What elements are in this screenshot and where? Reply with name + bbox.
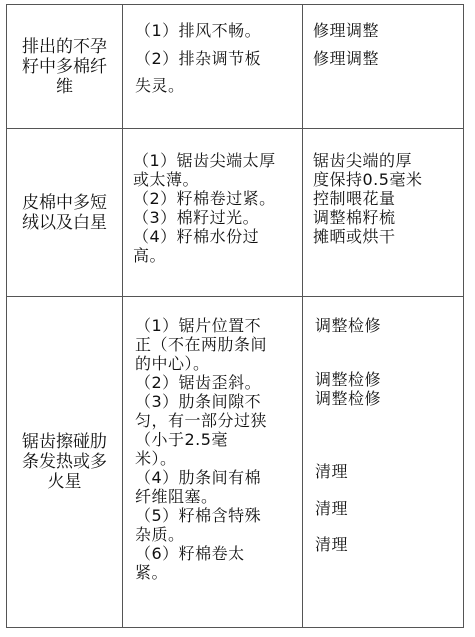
cause-line: （4）肋条间有棉 bbox=[135, 468, 262, 487]
remedy-line: 锯齿尖端的厚 bbox=[313, 151, 413, 170]
table-row bbox=[7, 129, 463, 297]
cause-line: （4）籽棉水份过 bbox=[133, 227, 260, 246]
remedy-cell bbox=[303, 5, 463, 128]
cause-line: 杂质。 bbox=[135, 525, 185, 544]
cause-line: 失灵。 bbox=[135, 76, 185, 95]
table-row bbox=[7, 5, 463, 129]
fault-label: 锯齿擦碰肋条发热或多火星 bbox=[22, 432, 107, 492]
remedy-line: 调整棉籽梳 bbox=[313, 208, 396, 227]
fault-label: 排出的不孕籽中多棉纤维 bbox=[22, 36, 107, 97]
cause-line: 米）。 bbox=[135, 449, 177, 468]
fault-cell bbox=[7, 5, 123, 128]
cause-line: （2）籽棉卷过紧。 bbox=[133, 189, 276, 208]
remedy-line: 清理 bbox=[315, 499, 349, 518]
cause-line: （小于2.5毫 bbox=[135, 430, 228, 449]
cause-line: 匀，有一部分过狭 bbox=[135, 411, 268, 430]
remedy-line: 调整检修 bbox=[315, 316, 382, 335]
remedy-line: 控制喂花量 bbox=[313, 189, 396, 208]
cause-line: 紧。 bbox=[135, 563, 169, 582]
remedy-line: 度保持0.5毫米 bbox=[313, 170, 423, 189]
cause-line: （1）排风不畅。 bbox=[135, 21, 262, 40]
remedy-line: 清理 bbox=[315, 535, 349, 554]
table-row bbox=[7, 297, 463, 627]
remedy-line: 调整检修 bbox=[315, 389, 382, 408]
remedy-cell bbox=[303, 129, 463, 296]
cause-line: （1）锯片位置不 bbox=[135, 316, 262, 335]
remedy-line: 修理调整 bbox=[313, 49, 380, 68]
remedy-line: 摊晒或烘干 bbox=[313, 227, 396, 246]
cause-cell bbox=[123, 5, 303, 128]
remedy-line: 修理调整 bbox=[313, 21, 380, 40]
fault-label: 皮棉中多短绒以及白星 bbox=[22, 192, 107, 233]
cause-line: （3）棉籽过光。 bbox=[133, 208, 260, 227]
cause-line: （5）籽棉含特殊 bbox=[135, 506, 262, 525]
cause-line: 的中心）。 bbox=[135, 354, 210, 373]
cause-cell bbox=[123, 129, 303, 296]
cause-line: 正（不在两肋条间 bbox=[135, 335, 268, 354]
cause-line: 纤维阻塞。 bbox=[135, 487, 218, 506]
cause-line: 高。 bbox=[133, 246, 167, 265]
cause-line: （6）籽棉卷太 bbox=[135, 544, 245, 563]
remedy-line: 清理 bbox=[315, 462, 349, 481]
cause-line: （1）锯齿尖端太厚 bbox=[133, 151, 276, 170]
remedy-line: 调整检修 bbox=[315, 370, 382, 389]
cause-line: （2）锯齿歪斜。 bbox=[135, 373, 262, 392]
fault-cell bbox=[7, 297, 123, 627]
cause-line: 或太薄。 bbox=[133, 170, 200, 189]
fault-cell bbox=[7, 129, 123, 296]
fault-table bbox=[6, 4, 464, 628]
remedy-cell bbox=[303, 297, 463, 627]
cause-cell bbox=[123, 297, 303, 627]
cause-line: （3）肋条间隙不 bbox=[135, 392, 262, 411]
cause-line: （2）排杂调节板 bbox=[135, 49, 262, 68]
